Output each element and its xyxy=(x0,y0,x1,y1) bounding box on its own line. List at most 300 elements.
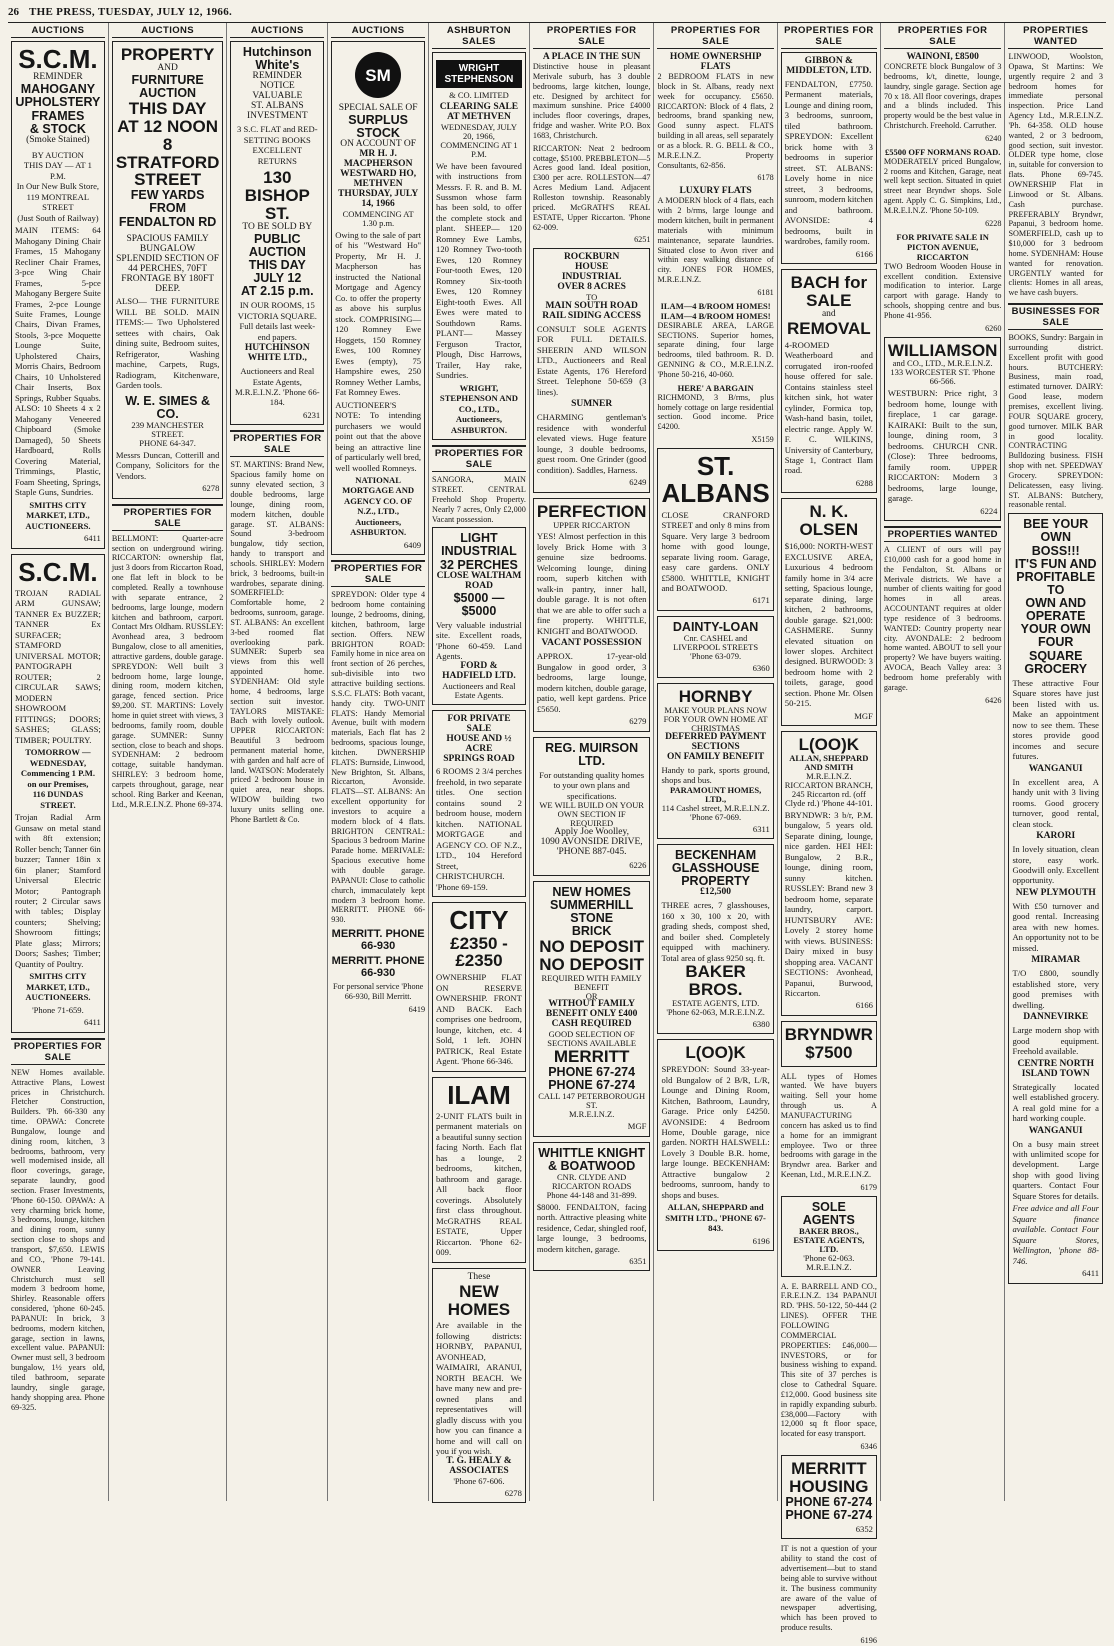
ad-line: THIS DAY xyxy=(128,99,207,119)
ad-phone: PHONE 64-347. xyxy=(139,437,196,448)
classified-text: CONCRETE block Bungalow of 3 bedrooms, k/t, dinette, lounge, laundry, single garage. Section age 70 x 18. All floor coverings, drapes and a blinds included. This property would be the best value in Christchurch. Freehold. Carruther. xyxy=(883,62,1002,131)
classified-text: LINWOOD, Woolston, Opawa, St Martins: We urgently require 2 and 3 bedroom homes for immediate personal inspection. Price Land Agency Ltd., M.R.E.I.N.Z. 'Ph. 64-358. OLD house wanted, 2 or 3 bedroom, good section, suit investor. OLDER type home, close in, suitable for conversion to flats. Phone 69-745. OWNERSHIP Flat in Linwood or St. Albans. Cash purchase. PREFERABLY Bryndwr, Papanui, 3 bedroom home. SOMERFIELD, cash up to $10,000 for 3 bedroom home. SYDENHAM: House wanted for renovation. URGENTLY wanted for clients: Homes in all areas, we have cash buyers. xyxy=(1008,52,1103,298)
town-name: WANGANUI xyxy=(1028,763,1083,774)
section-heading: PROPERTIES FOR SALE xyxy=(11,1038,105,1065)
ad-line: GLASSHOUSE xyxy=(671,861,760,876)
column-heading: PROPERTIES FOR SALE xyxy=(657,23,773,49)
ad-title: ST. ALBANS xyxy=(661,451,770,509)
ad-sale-line: THIS DAY JULY 12 xyxy=(248,257,306,285)
ad-line: STREET xyxy=(134,170,202,190)
classified-text: ST. MARTINS: Brand New, Spacious family home on sunny elevated section, 3 double bedrooms, large lounge, dining room, modern kitchen, double garage. ST. ALBANS: Sound 3-bedroom bungalow, tidy section, handy to transport and schools. SHIRLEY: Modern brick, 3 bedrooms, built-in wardrobes, separate dining. SOMERFIELD: Comfortable home, 2 bedrooms, sunroom, garage. ST. ALBANS: An excellent 3-bed roomed flat overlooking park. SUMNER: Superb sea views from this well appointed home. SYDENHAM: Old style home, 4 bedrooms, large section suit investor. TAYLORS MISTAKE: Bach with lovely outlook. UPPER RICCARTON: Beautiful 3 bedroom permanent material home, with garden and half acre of land. WATSON: Moderately priced 2 bedroom house in quiet area, near shops. WIDOW building two luxury units selling one. Phone Bartlett & Co. xyxy=(230,460,325,824)
column-5 xyxy=(429,23,530,1501)
ad-line: TO xyxy=(586,292,598,303)
ad-price: $7500 xyxy=(805,1042,853,1062)
classified-text: RICHMOND, 3 B/rms, plus homely cottage on large residential section. Good income. Price £4200. xyxy=(657,392,774,432)
ad-line: OWN AND OPERATE xyxy=(1025,596,1087,624)
bryndwr-ad xyxy=(781,1021,877,1067)
ad-code: 6251 xyxy=(634,235,651,245)
ad-body: YES! Almost perfection in this lovely Brick Home with 3 genuine size bedrooms. Welcoming lounge, dining room, superb kitchen with walk-in pantry, inner hall, double garage. It is not often that we are able to offer such a fine property. WHITTLE, KNIGHT and BOATWOOD. xyxy=(536,531,647,636)
column-10 xyxy=(1005,23,1106,1501)
ad-when: TOMORROW — WEDNESDAY, Commencing 1 P.M. on our Premises, 116 DUNDAS STREET. xyxy=(20,747,95,810)
beckenham-glasshouse-ad xyxy=(657,844,773,1034)
ad-line: THURSDAY, JULY 14, 1966 xyxy=(338,189,419,210)
ad-code: X5159 xyxy=(751,435,774,445)
ad-code: MGF xyxy=(627,1121,647,1132)
ad-line: IT'S FUN AND xyxy=(1014,556,1097,571)
ad-line: REMINDER NOTICE xyxy=(252,71,303,92)
classified-text: A CLIENT of ours will pay £10,000 cash for a good home in the Fendalton, St. Albans or Merivale districts. We have a number of clients waiting for good homes in all areas. ACCOUNTANT requires at older type residence of 3 bedrooms. WANTED: Country property near city. AVONDALE: 2 bedroom home wanted. ABOUT to sell your property? We have buyers waiting. AVOCA, Beach Valley area: 3 bedroom home preferably with garage. xyxy=(883,544,1002,692)
ad-line: NO DEPOSIT xyxy=(539,937,645,956)
ad-address: 130 BISHOP ST. xyxy=(244,168,310,223)
town-body: T/O £800, soundly established store, very good premises with dwelling. xyxy=(1012,968,1099,1010)
rockburn-ad xyxy=(533,248,651,492)
classified-text: A. E. BARRELL AND CO., F.R.E.I.N.Z. 134 PAPANUI RD. 'PHS. 50-122, 50-444 (2 LINES). OFFER THE FOLLOWING COMMERCIAL PROPERTIES: £46,000—INVESTORS, or for business wishing to expand. This site of 37 perches is close to Cathedral Square. £12,000. Good business site in rapidly expanding suburb. £38,000—Factory with 12,000 sq ft floor space, located for easy transport. xyxy=(780,1281,877,1439)
ad-line: CASH REQUIRED xyxy=(551,1019,632,1030)
ad-firm-sub: ESTATE AGENTS, LTD. 'Phone 62-063, M.R.E.I.N.Z. xyxy=(666,997,765,1017)
ad-line: 1090 AVONSIDE DRIVE, xyxy=(540,837,643,848)
ad-code: 6278 xyxy=(504,1487,522,1498)
ad-body: 2-UNIT FLATS built in permanent materials on a beautiful sunny section facing North. Each flat has a lounge, 2 bedrooms, kitchen, bathroom and garage. All back floor coverings. Absolutely first class throughout. McGRATHS REAL ESTATE, Upper Riccarton. 'Phone 62-009. xyxy=(436,1110,522,1258)
ad-firm: WRIGHT, STEPHENSON AND CO., LTD., Auctioneers, ASHBURTON. xyxy=(439,382,518,435)
ad-body: $8000. FENDALTON, facing north. Attractive pleasing white residence, Cedar, shingled roof, large lounge, 3 bedrooms, modern kitchen, garage. xyxy=(536,1201,647,1254)
ad-line: ON FAMILY BENEFIT xyxy=(666,751,765,762)
ad-address: 239 MANCHESTER STREET. xyxy=(131,420,204,439)
merritt-housing-ad xyxy=(781,1455,877,1539)
ad-line: MAIN SOUTH ROAD xyxy=(545,300,638,311)
ad-line: CITY xyxy=(449,905,509,936)
ad-body: SPREYDON: Sound 33-year-old Bungalow of 2 B/R, L/R, Lounge and Dining Room, Kitchen, Bathroom, Laundry, Garage. Price only £4250. AVONSIDE: 4 Bedroom Home, Double garage, nice garden. NORTH HALSWELL: Lovely 3 Double B.R. home, large lounge. BECKENHAM: Attractive bungalow 2 bedrooms, sunroom, handy to shops and buses. xyxy=(661,1064,770,1200)
ad-code: 6278 xyxy=(202,483,220,494)
ad-footer: Free advice and all Four Square finance available. Contact Four Square Stores, Wellington, 'phone 88-746. xyxy=(1012,1203,1099,1266)
ad-firm: SMITHS CITY MARKET, LTD., AUCTIONEERS. xyxy=(25,499,91,531)
section-heading: PROPERTIES FOR SALE xyxy=(432,445,526,472)
column-heading: ASHBURTON SALES xyxy=(432,23,526,49)
column-heading: AUCTIONS xyxy=(112,23,224,38)
ad-subline: DEEP. xyxy=(155,283,181,294)
ad-title: LUXURY FLATS xyxy=(679,186,752,197)
ad-line: GOOD SELECTION OF xyxy=(548,1029,635,1040)
ad-code: 6166 xyxy=(855,1000,873,1011)
surplus-stock-ad xyxy=(331,41,425,555)
ad-line: MERRITT xyxy=(553,1047,630,1067)
ad-body: TROJAN RADIAL ARM GUNSAW; TANNER Ex BUZZER; TANNER Ex SURFACER; STAMFORD UNIVERSAL MOTOR; PANTOGRAPH ROUTER; 2 CIRCULAR SAWS; MODERN SHOWROOM FITTINGS; DOORS; SASHES; GLASS; TIMBER; POULTRY. xyxy=(15,587,101,745)
ad-code: 6426 xyxy=(985,695,1002,705)
ad-line: BEE YOUR OWN xyxy=(1023,517,1089,545)
classified-text: A MODERN block of 4 flats, each with 2 b/rms, large lounge and modern kitchen, built in permanent materials with minimum maintenance, separate laundries. Situated close to Avon river and within easy walking distance of city. JONES FOR HOMES, M.R.E.I.N.Z. xyxy=(657,196,774,285)
ad-body: Are available in the following districts: HORNBY, PAPANUI, AVONHEAD, WAIMAIRI, ARANUI, NORTH BEACH. We have many new and pre-owned plans and representatives will gladly discuss with you how you can finance a home and will call on you if you wish. xyxy=(436,1320,522,1457)
ad-line: MR H. J. MACPHERSON xyxy=(343,149,413,170)
ad-code: 6288 xyxy=(855,477,873,488)
column-heading: AUCTIONS xyxy=(11,23,105,38)
ad-title: £5500 OFF NORMANS ROAD. xyxy=(884,146,1001,157)
classified-text: IT is not a question of your ability to stand the cost of advertisement—but to stand being able to survive without it. The business community are aware of the value of newspaper advertising, which has been proved to produce results. xyxy=(780,1544,877,1633)
ad-line: SPRINGS ROAD xyxy=(443,753,515,764)
ad-phone: 'Phone 63-079. xyxy=(690,650,742,661)
ad-code: 6178 xyxy=(757,173,774,183)
ad-line: PHONE 67-274 xyxy=(785,1494,873,1509)
column-heading: PROPERTIES FOR SALE xyxy=(781,23,877,49)
ad-line: HOUSE AND ½ ACRE xyxy=(446,733,512,754)
perfection-ad xyxy=(533,498,651,732)
ad-line: ROCKBURN xyxy=(563,252,620,263)
ad-address: 245 Riccarton rd. (off Clyde rd.) 'Phone 44-101. xyxy=(784,788,873,808)
ad-body: These attractive Four Square stores have just been listed with us. Make an appointment now to see them. These stores provide good incomes and secure futures. xyxy=(1012,677,1099,762)
column-3 xyxy=(227,23,328,1501)
ad-sale-line: PUBLIC AUCTION xyxy=(248,231,306,259)
ad-code: 6260 xyxy=(985,323,1002,333)
ad-body: ALSO— THE FURNITURE WILL BE SOLD. MAIN ITEMS:— Two Upholstered settees with chairs, Oak dining suite, Bedroom suites, Refrigerator, Washing machine, Carpets, Rugs, Radiogram, Kitchenware, Garden tools. xyxy=(115,296,220,391)
ad-title: HORNBY xyxy=(678,687,753,707)
ad-body: We have been favoured with instructions from Messrs. F. R. and B. M. Sussmon whose farm has been sold, to offer the complete stock and plant. SHEEP— 120 Romney Ewe Lambs, 120 Romney Two-tooth Ewes, 120 Romney Four-tooth Ewes, 120 Romney Six-tooth Ewes, 120 Romney Eight-tooth Ewes. All Ewes were mated to Southdown Rams. PLANT— Massey Ferguson Tractor, Plough, Disc Harrows, Trailer, Hay rake, Sundries. xyxy=(436,160,522,381)
ad-firm-sub: Auctioneers and Real Estate Agents. xyxy=(442,680,516,700)
ad-line: BECKENHAM xyxy=(674,847,757,862)
ad-firm: T. G. HEALY & ASSOCIATES xyxy=(446,1455,512,1476)
ad-line: These xyxy=(467,1271,491,1282)
ad-line: REMINDER xyxy=(33,72,83,83)
stratford-auction-ad xyxy=(112,41,224,499)
ad-line: WITHOUT FAMILY xyxy=(548,999,635,1010)
ad-meta: BY AUCTION THIS DAY — AT 1 P.M. In Our New Bulk Store, 119 MONTREAL STREET (Just South of Railway) xyxy=(16,149,100,223)
ad-note: AUCTIONEER'S NOTE: To intending purchasers we would point out that the above being an attractive line of particularly well bred, well woolled Romneys. xyxy=(335,399,422,473)
ad-line: MAKE YOUR PLANS NOW FOR YOUR OWN HOME AT CHRISTMAS xyxy=(663,705,768,734)
scm-logo: S.C.M. xyxy=(18,44,98,74)
ad-code: 6411 xyxy=(83,1017,101,1028)
ad-call: CALL 147 PETERBOROUGH ST. xyxy=(538,1091,646,1111)
ad-phone: 'Phone 71-659. xyxy=(32,1004,84,1015)
ad-line: DEFERRED PAYMENT xyxy=(665,731,767,742)
ad-where: IN OUR ROOMS, 15 VICTORIA SQUARE. Full details last week-end papers. xyxy=(237,300,317,342)
ad-line: and xyxy=(821,308,836,319)
columns xyxy=(8,23,1106,1645)
ad-body: CLOSE CRANFORD STREET and only 8 mins from Square. Very large 3 bedroom home with good lounge, separate living room. Garage, easy care gardens. ONLY £5800. WHITTLE, KNIGHT and BOATWOOD. xyxy=(661,509,770,593)
ad-code: 6226 xyxy=(629,860,647,871)
ad-line: Apply Joe Woolley, xyxy=(554,827,629,838)
ad-line: INDUSTRIAL xyxy=(561,272,622,283)
column-heading: PROPERTIES WANTED xyxy=(1008,23,1103,49)
ilam-flats-ad xyxy=(432,1077,526,1263)
classified-text: SANGORA, MAIN STREET. CENTRAL Freehold Shop Property. Nearly 7 acres, Only £2,000 Vacant possession. xyxy=(432,475,526,524)
ad-line: BACH for SALE xyxy=(790,273,868,311)
ad-phone: 'Phone 67-606. xyxy=(453,1475,505,1486)
ad-line: 8 STRATFORD xyxy=(115,134,220,172)
reg-muirson-ad xyxy=(533,737,651,876)
hornby-ad xyxy=(657,683,773,839)
classified-text: 2 BEDROOM FLATS in new block in St. Albans, ready next week for occupancy. £5650. RICCARTON: Block of 4 flats, 2 bedrooms, brand spanking new, Good sunny aspect. FLATS building in all areas, sell separately or as a block. R. G. BELL & CO., M.R.E.I.N.Z. Property Consultants, 62-856. xyxy=(657,72,774,170)
bach-removal-ad xyxy=(781,269,877,493)
ad-code: 6346 xyxy=(860,1442,877,1452)
ad-price: £12,500 xyxy=(700,887,732,898)
classified-text: SPREYDON: Older type 4 bedroom home containing lounge, 2 bedrooms, dining, kitchen, bathroom, large section. Offers. NEW BRIGHTON ROAD: Family home in nice area on front section of 26 perches, sub-divisible into two attractive building sections. S.S.C. FLATS: Both vacant, handy city. TWO-UNIT FLATS: Handy Memorial Avenue, built with modern materials, Each flat has 2 bedrooms, spacious lounge, kitchen. DWNERSHIP FLATS: Burnside, Linwood, New Brighton, St. Albans, Riccarton, Avonside. FLATS—ST. ALBANS: An excellent opportunity for investors to acquire a modern block of 4 flats. BRIGHTON CENTRAL: Spacious 3 bedroom Marine Parade home. MERIVALE: Spacious executive home with double garage. PAPANUI: Close to catholic church, immaculately kept modern 3 bedroom home. MERRITT. PHONE 66-930. xyxy=(331,590,426,925)
ad-code: 6171 xyxy=(752,595,770,606)
ad-line: ILAM xyxy=(447,1079,511,1110)
hutchinson-white-ad xyxy=(230,41,324,425)
ad-subtitle: VACANT POSSESSION xyxy=(541,638,642,649)
column-6 xyxy=(530,23,655,1501)
nma-logo-icon xyxy=(353,50,403,100)
section-heading: PROPERTIES FOR SALE xyxy=(331,560,425,587)
ad-body: BRYNDWR: 3 b/r, P.M. bungalow, 5 years old. Separate dining, lounge, nice garden. HEI HEI: Bungalow, 2 B.R., lounge, dining room, sunny kitchen. RUSSLEY: Brand new 3 bedroom home, separate laundry, carport. HUNTSBURY AVE: Lovely 2 storey home with views. BUSINESS: Dairy mixed in busy shopping area. VACANT SECTIONS: Avonhead, Papanui, Burwood, Riccarton. xyxy=(784,809,873,998)
ad-line: £2350 - £2350 xyxy=(450,933,508,971)
town-body: With £50 turnover and good rental. Increasing area with new homes. An opportunity not to be missed. xyxy=(1012,900,1099,953)
ad-firm: ALLAN, SHEPPARD and SMITH LTD., 'PHONE 67-843. xyxy=(665,1202,766,1234)
ad-subtitle: and CO., LTD., M.R.E.I.N.Z. 133 WORCESTER ST. 'Phone 66-566. xyxy=(890,358,995,387)
wright-stephenson-ad xyxy=(432,52,526,440)
town-name: DANNEVIRKE xyxy=(1023,1012,1089,1023)
ad-body: THREE acres, 7 glasshouses, 160 x 30, 100 x 20, with grading sheds, compost shed, and boiler shed. Completely equipped with machinery. Total area of glass 9250 sq. ft. xyxy=(661,900,770,963)
ad-body: For outstanding quality homes to your own plans and specifications. xyxy=(539,769,645,801)
classified-text: DESIRABLE AREA, LARGE SECTIONS. Superior homes, separate dining, four large bedrooms, tiled bathroom. R. D. GENNING & CO., M.R.E.I.N.Z. 'Phone 50-216, 40-060. xyxy=(657,320,774,379)
st-albans-ad xyxy=(657,448,773,611)
ad-phone: 'Phone 62-063. M.R.E.I.N.Z. xyxy=(803,1252,855,1272)
ad-firm: FORD & HADFIELD LTD. xyxy=(442,660,516,681)
ad-line: ST. ALBANS INVESTMENT xyxy=(246,101,308,122)
scm-upholstery-ad xyxy=(11,41,105,549)
ad-address: 114 Cashel street, M.R.E.I.N.Z. 'Phone 67-069. xyxy=(661,802,770,822)
ad-line: & STOCK xyxy=(29,121,86,136)
classified-text: TWO Bedroom Wooden House in excellent condition. Extensive modification to interior. Large carport with garage. Handy to schools, shopping centre and bus. Phone 41-956. xyxy=(883,261,1002,320)
ad-line: HOUSE xyxy=(575,262,609,273)
ad-reg: M.R.E.I.N.Z. xyxy=(568,1109,615,1120)
ad-firm: SMITHS CITY MARKET, LTD., AUCTIONEERS. xyxy=(25,971,91,1003)
ad-line: $5000 — $5000 xyxy=(453,590,505,618)
ad-code: 6352 xyxy=(855,1523,873,1534)
whittle-knight-ad xyxy=(533,1142,651,1272)
ad-code: 6409 xyxy=(403,539,422,550)
ad-line: MERRITT xyxy=(791,1458,867,1478)
ad-line: LIGHT INDUSTRIAL xyxy=(441,531,517,559)
ad-title: REG. MUIRSON LTD. xyxy=(545,740,639,768)
classified-text: MODERATELY priced Bungalow, 2 rooms and Kitchen, Garage, neat well kept section. Situated in quiet street near Bryndwr shops. Sole agent. Apply C. G. Simpkins, Ltd., M.R.E.I.N.Z. 'Phone 50-109. xyxy=(883,156,1002,215)
ad-title: WILLIAMSON xyxy=(887,340,998,360)
ad-title: A PLACE IN THE SUN xyxy=(542,52,641,62)
ad-code: 6411 xyxy=(83,533,101,544)
town-name: CENTRE NORTH ISLAND TOWN xyxy=(1017,1058,1094,1079)
ad-line: PHONE 67-274 xyxy=(548,1078,636,1093)
ad-title: SOLE AGENTS xyxy=(802,1199,855,1227)
column-1 xyxy=(8,23,109,1501)
ad-title: HOME OWNERSHIP FLATS xyxy=(669,52,762,72)
ad-title: ILAM—4 B/ROOM HOMES! xyxy=(660,310,771,321)
ad-company: & CO. LIMITED xyxy=(449,90,509,100)
ad-line: (Smoke Stained) xyxy=(26,134,90,145)
ad-line: YOUR OWN xyxy=(1020,622,1091,637)
ad-body: 4-ROOMED Weatherboard and corrugated iron-roofed house offered for sale. Contains stainless steel kitchen sink, hot water cylinder, Formica top, Wash-hand basin, toilet, electric range. Apply W. F. C. WILKINS, University of Canterbury, Stage 1, Contract Ilam road. xyxy=(784,339,873,476)
ad-solicitors: Messrs Duncan, Cotterill and Company, Solicitors for the Vendors. xyxy=(115,449,220,481)
ad-code: 6166 xyxy=(855,248,873,259)
ad-code: 6380 xyxy=(752,1018,770,1029)
section-heading: BUSINESSES FOR SALE xyxy=(1008,303,1103,330)
town-body: Strategically located well established grocery. A real gold mine for a hard working couple. xyxy=(1012,1081,1099,1124)
ad-phone: Phone 44-148 and 31-899. xyxy=(546,1189,637,1200)
ad-subline: SPLENDID SECTION OF xyxy=(116,253,220,264)
ad-title: GIBBON & MIDDLETON, LTD. xyxy=(786,56,872,76)
ad-line: VALUABLE xyxy=(252,91,303,102)
ad-detail: 3 S.C. FLAT and RED-SETTING BOOKS EXCELLENT RETURNS xyxy=(237,124,318,166)
ad-title: WAINONI, £8500 xyxy=(906,52,979,62)
ad-body: APPROX. 17-year-old Bungalow in good order, 3 bedrooms, large lounge, modern kitchen, double garage, patio, well kept gardens. Price £5650. xyxy=(536,651,647,714)
ad-line: 32 PERCHES xyxy=(440,557,518,572)
column-8 xyxy=(778,23,881,1645)
ad-code: 6249 xyxy=(629,477,647,488)
ad-line: 'PHONE 887-045. xyxy=(556,847,627,858)
ad-line: NO DEPOSIT xyxy=(539,954,645,974)
page-number: 26 xyxy=(8,6,19,18)
classified-text: BELLMONT: Quarter-acre section on underground wiring. RICCARTON: ownership flat, just 3 doors from Riccarton Road, one flat left in block to be completed. Really a townhouse with separate entrance, 2 bedrooms, large lounge, modern kitchen and bathroom, carport. Contact Mrs Oldham. RUSSLEY: Avonhead area, 3 bedroom Bungalow, close to all amenities, attractive gardens, double garage. SPREYDON: Well built 3 bedroom home, large lounge, dining room, modern kitchen, garage, fenced section. Price $9,200. ST. MARTINS: Lovely home in quiet street with views, 3 bedrooms, family room, double garage. SUMNER: Sunny section, close to beach and shops. SYDENHAM: 2 bedroom cottage, suitable handyman. SHIRLEY: 3 bedroom home, carpets throughout, garage, near school. Ring Barker and Keenan, Ltd., M.R.E.I.N.Z. Phone 69-374. xyxy=(111,533,224,809)
town-name: MIRAMAR xyxy=(1031,955,1081,966)
ad-line: RAIL SIDING ACCESS xyxy=(542,310,642,321)
ad-code: 6179 xyxy=(860,1182,877,1192)
ad-line: BENEFIT ONLY £400 xyxy=(545,1009,638,1020)
ad-branch: RICCARTON BRANCH, xyxy=(784,779,873,790)
new-homes-ad xyxy=(432,1268,526,1503)
ad-subtitle: SUMNER xyxy=(571,399,613,410)
column-4 xyxy=(328,23,429,1501)
ad-code: MGF xyxy=(854,710,873,721)
merritt-line: MERRITT. PHONE 66-930 xyxy=(331,928,425,953)
ad-line: NEW HOMES xyxy=(447,1281,511,1319)
ad-address: CNR. CLYDE AND RICCARTON ROADS xyxy=(551,1171,632,1191)
ad-line: COMMENCING AT 1.30 p.m. xyxy=(342,209,414,228)
ad-body: WESTBURN: Price right, 3 bedroom home, lounge with fireplace, 1 car garage. KAIRAKI: Built to the sun, lounge, dining room, 3 bedrooms. CHURCH CNR. (Close): Three bedrooms, family room. UPPER RICCARTON: Modern 3 bedrooms, large lounge, garage. xyxy=(887,388,998,504)
ad-line: FURNITURE AUCTION xyxy=(131,72,204,100)
ad-body: 6 ROOMS 2 3/4 perches freehold, in two separate titles. One section contains sound 2 bedroom house, modern kitchen. NATIONAL MORTGAGE and AGENCY CO. OF N.Z., LTD., 104 Hereford Street, CHRISTCHURCH. 'Phone 69-159. xyxy=(436,766,522,892)
ad-body: $16,000: NORTH-WEST EXCLUSIVE AREA, Luxurious 4 bedroom family home in 3/4 acre setting, Spacious lounge, separate dining, large kitchen, 2 bathrooms, double garage. $21,000: CASHMERE. Sunny elevated situation on lower slopes. Architect designed. BURWOOD: 3 bedroom home with 2 toilets, garage, good section. Phone Mr. Olsen 50-215. xyxy=(784,541,873,709)
ad-body: Very valuable industrial site. Excellent roads, 'Phone 60-459. Land Agents. xyxy=(436,619,522,662)
ad-line: FRAMES xyxy=(31,108,85,123)
ad-line: FENDALTON RD xyxy=(118,214,217,229)
ad-line: SUMMERHILL STONE xyxy=(549,897,634,925)
williamson-ad xyxy=(884,337,1002,521)
column-heading: PROPERTIES FOR SALE xyxy=(533,23,651,49)
ad-code: 6224 xyxy=(980,505,998,516)
ad-firm-detail: Auctioneers and Real Estate Agents, M.R.E.I.N.Z. 'Phone 66-184. xyxy=(234,366,320,408)
ad-subline: FRONTAGE BY 180FT xyxy=(121,273,215,284)
classified-text: ALL types of Homes wanted. We have buyers waiting. Sell your home through us. A MANUFACTURING concern has asked us to find a home for an immigrant employee. Two or three bedrooms with garage in the Bryndwr area. Barker and Keenan, Ltd., M.R.E.I.N.Z. xyxy=(780,1071,877,1180)
ad-line: HOUSING xyxy=(789,1476,869,1496)
ad-firm: PARAMOUNT HOMES, LTD., xyxy=(669,784,762,804)
ad-line: SPECIAL SALE OF xyxy=(338,103,418,113)
ad-firm: BAKER BROS. xyxy=(685,962,746,1000)
ad-line: WHITTLE KNIGHT xyxy=(538,1145,646,1160)
ad-subtitle: Cnr. CASHEL and LIVERPOOL STREETS xyxy=(673,633,759,652)
ad-sale-line: AT 2.15 p.m. xyxy=(240,284,314,299)
ad-title: L(OO)K xyxy=(798,735,860,755)
ad-subtitle: ALLAN, SHEPPARD AND SMITH xyxy=(789,753,869,773)
ad-line: CLOSE WALTHAM ROAD xyxy=(436,570,522,591)
ad-code: 6360 xyxy=(752,662,770,673)
ad-line: WE WILL BUILD ON YOUR OWN SECTION IF REQUIRED xyxy=(539,800,644,829)
section-heading: PROPERTIES FOR SALE xyxy=(112,504,224,531)
town-body: In lovely situation, clean store, easy work. Goodwill only. Excellent opportunity. xyxy=(1012,844,1099,886)
ad-line: MAHOGANY UPHOLSTERY xyxy=(15,82,101,110)
ad-title: CLEARING SALE AT METHVEN xyxy=(439,101,519,122)
ad-body: Handy to park, sports ground, shops and bus. xyxy=(661,764,770,786)
ad-line: FEW YARDS FROM xyxy=(130,188,205,216)
sole-agents-ad xyxy=(781,1196,877,1277)
ad-title: L(OO)K xyxy=(685,1043,746,1063)
ad-line: BOSS!!! xyxy=(1031,543,1080,558)
town-body: Large modern shop with good equipment. Freehold available. xyxy=(1012,1025,1099,1057)
ad-line: OVER 8 ACRES xyxy=(557,282,626,293)
ad-body: Owing to the sale of part of his "Westward Ho" Property, Mr H. J. Macpherson has instructed the National Mortgage and Agency Co. to offer the property as above his surplus stock. COMPRISING— 120 Romney Ewe Hoggets, 150 Romney Ewes, 100 Romney Ewes (empty), 75 Hampshire ewes, 250 Romney Wether Lambs, Fat Romney Ewes. xyxy=(335,229,422,398)
four-square-ad xyxy=(1008,513,1103,1284)
classified-text: NEW Homes available. Attractive Plans, Lowest prices in Christchurch. Fletcher Construction, Builders. 'Ph. 66-330 any time. OPAWA: Concrete Bungalow, lounge and dining room, kitchen, 3 bedrooms, bathroom, very well modernised inside, all floor coverings, garage, separate laundry, good section. Fraser Investments, 'Phone 60-150. OPAWA: A very charming brick home, 3 bedrooms, lounge, kitchen and dining room, sunny section close to shops and transport, $7,650. LEWIS and CO., 'Phone 79-141. OWNER Leaving Christchurch must sell modern 3 bedroom home, Shirley. Reasonable offers considered, 'phone 60-245. PAPANUI: In brick, 3 bedrooms, modern kitchen, garage, section in lawns, excellent value. PAPANUI: Owner must sell, 3 bedroom bungalow, 1½ years old, tiled bathroom, separate laundry, single garage, handy shopping area. Phone 69-325. xyxy=(11,1067,105,1412)
ad-line: Hutchinson White's xyxy=(242,45,312,73)
ad-body: OWNERSHIP FLAT ON RESERVE OWNERSHIP. FRONT AND BACK. Each comprises one bedroom, lounge, kitchen, etc. 4 Sold, 1 left. JOHN PATRICK, Real Estate Agent. 'Phone 66-346. xyxy=(436,972,522,1067)
town-name: NEW PLYMOUTH xyxy=(1015,887,1096,898)
ad-code: 6411 xyxy=(1082,1268,1099,1279)
ad-body: CHARMING gentleman's residence with wonderful elevated views. Huge feature lounge, 3 double bedrooms, guest room. One Grinder (good condition). Saddles, Harness. xyxy=(536,412,647,475)
ad-code: 6228 xyxy=(985,218,1002,228)
personal-service: For personal service 'Phone 66-930, Bill Merritt. xyxy=(332,982,424,1001)
ad-firm: NATIONAL MORTGAGE AND AGENCY CO. OF N.Z., LTD., Auctioneers, ASHBURTON. xyxy=(342,474,415,538)
ad-line: FOR PRIVATE SALE xyxy=(447,713,511,734)
ad-line: OR xyxy=(585,990,598,1001)
section-heading: PROPERTIES WANTED xyxy=(884,526,1002,542)
classified-text: RICCARTON: Neat 2 bedroom cottage, $5100. PREBBLETON—5 Acres good land. Ideal position, £300 per acre. ROLLESTON—47 Acres Medium Land. Adjacent Rolleston township. Reasonably priced. McGRATH'S REAL ESTATE, Upper Riccarton. 'Phone 62-009. xyxy=(532,143,651,232)
ad-code: 6196 xyxy=(860,1635,877,1645)
ad-code: 6196 xyxy=(752,1235,770,1246)
ad-line: BENEFIT xyxy=(574,981,610,992)
ad-line: PHONE 67-274 xyxy=(548,1065,636,1080)
classified-text: BOOKS, Sundry: Bargain in surrounding district. Excellent profit with good hours. BUTCHERY: Business, main road, estimated turnover. DAIRY: Good lease, modern premises, excellent living. FOUR SQUARE grocery, good turnover. MILK BAR in good locality. CONTRACTING Bulldozing business. FISH shop with net. SPEEDWAY Grocery. SPREYDON: Delicatessen, easy living. ST. ALBANS: Butchery, reasonable rental. xyxy=(1008,333,1103,510)
ad-subline: 44 PERCHES, 70FT xyxy=(128,263,208,274)
ad-subtitle: UPPER RICCARTON xyxy=(553,519,631,530)
ad-code: 6351 xyxy=(629,1255,647,1266)
ad-title: BRYNDWR xyxy=(784,1024,873,1044)
ad-reg: M.R.E.I.N.Z. xyxy=(806,771,852,782)
ad-body: MAIN ITEMS: 64 Mahogany Dining Chair Frames, 15 Mahogany Recliner Chair Frames, 3-pce Wing Chair Frames, 5-pce Mahogany Bergere Suite Frames, 2-pce Lounge Suite Frames, Lounge Chairs, Divan Frames, Stools, 3-pce Moquette Lounge Suite, Upholstered Chairs, Morris Chairs, Bedroom Chairs, 10 Unholstered Chair Inserts, Box Springs, Rubber Squabs. ALSO: 10 Sheets 4 x 2 Mahogany Veneered Chipboard (Smoke Damaged), 50 Sheets Hardboard, Rolls Covering Material, Trimmings, Plastic, Foam Sheeting, Springs, Staple Guns, Sundries. xyxy=(15,225,101,498)
ad-line: PROFITABLE TO xyxy=(1016,569,1096,597)
wright-stephenson-logo: WRIGHT STEPHENSON xyxy=(436,60,522,88)
ad-line: SURPLUS STOCK xyxy=(348,112,408,141)
ad-body: CONSULT SOLE AGENTS FOR FULL DETAILS. SHEERIN AND WILSON LTD., Auctioneers and Real Estate Agents, 176 Hereford Street. Telephone 50-659 (3 lines). xyxy=(536,323,647,397)
ad-line: AND xyxy=(157,62,178,73)
town-name: WANGANUI xyxy=(1028,1125,1083,1136)
ad-line: REQUIRED WITH FAMILY xyxy=(541,972,642,983)
ad-line: BRICK xyxy=(571,923,612,938)
ad-line: WESTWARD HO, METHVEN xyxy=(340,169,417,190)
ad-code: 6311 xyxy=(752,823,770,834)
ad-code: 6231 xyxy=(303,409,321,420)
ad-line: AT 12 NOON xyxy=(117,116,218,136)
column-7 xyxy=(654,23,777,1501)
ad-firm: HUTCHINSON WHITE LTD., xyxy=(244,343,310,364)
private-sale-ad xyxy=(432,710,526,898)
ad-line: NEW HOMES xyxy=(552,884,631,899)
ad-line: GROCERY xyxy=(1024,661,1088,676)
ad-line: FOUR SQUARE xyxy=(1028,635,1083,663)
ad-title: PERFECTION xyxy=(536,501,647,521)
ad-line: SECTIONS xyxy=(691,741,740,752)
ad-title: FOR PRIVATE SALE IN PICTON AVENUE, RICCARTON xyxy=(896,231,989,262)
look-riccarton-ad xyxy=(781,731,877,1016)
light-industrial-ad xyxy=(432,527,526,704)
olsen-ad xyxy=(781,498,877,726)
ad-title: ILAM—4 B/ROOM HOMES! xyxy=(660,300,771,311)
classified-text: Distinctive house in pleasant Merivale suburb, has 3 double bedrooms, large kitchen, lounge, etc. Designed by architect for maximum sunshine. Price £4000 includes floor coverings, drapes, fridge and washer. Write P.O. Box 1683, Christchurch. xyxy=(532,62,651,140)
ad-line: & BOATWOOD xyxy=(548,1158,636,1173)
town-body: In excellent area, A handy unit with 3 living rooms. Good grocery turnover, good rental, clean stock. xyxy=(1012,776,1099,829)
ad-line: PROPERTY xyxy=(681,874,750,889)
gibbon-middleton-ad xyxy=(781,52,877,264)
ad-code: 6240 xyxy=(985,133,1002,143)
town-name: KARORI xyxy=(1036,831,1076,842)
ad-firm: W. E. SIMES & CO. xyxy=(125,393,210,421)
ad-code: 6419 xyxy=(408,1004,426,1014)
column-9 xyxy=(881,23,1006,1501)
ad-line: PROPERTY xyxy=(120,45,215,64)
